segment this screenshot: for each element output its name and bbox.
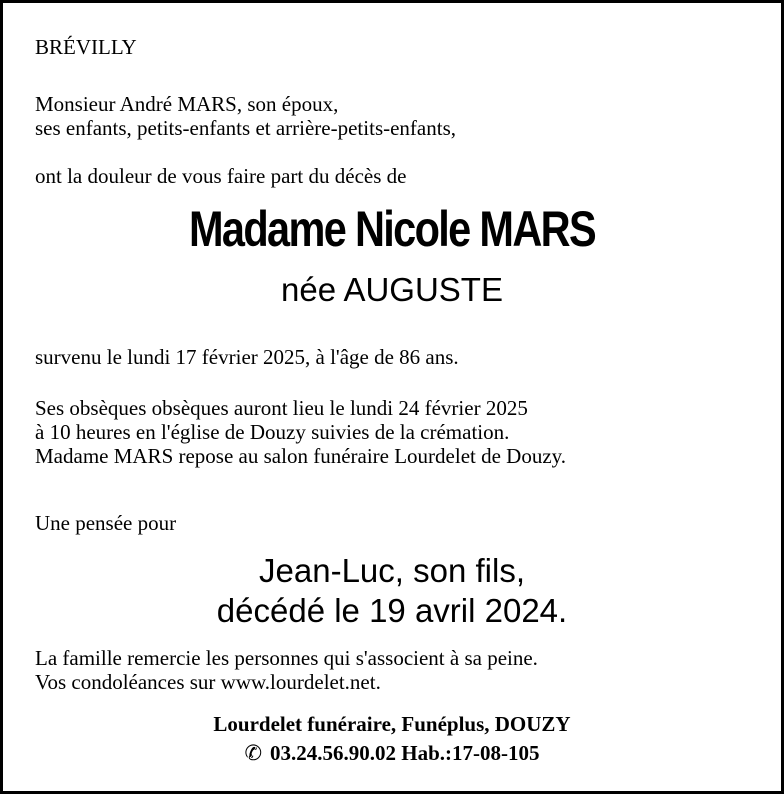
son-line-2: décédé le 19 avril 2024. — [216, 592, 568, 629]
thought-intro: Une pensée pour — [35, 511, 177, 535]
phone-row — [3, 740, 781, 766]
town-heading: BRÉVILLY — [35, 35, 137, 59]
funeral-line-3: Madame MARS repose au salon funéraire Lourdelet de Douzy. — [35, 444, 567, 468]
death-info: survenu le lundi 17 février 2025, à l'âge de 86 ans. — [35, 345, 459, 369]
announcement-intro: ont la douleur de vous faire part du décès de — [35, 164, 407, 188]
thanks-line-1: La famille remercie les personnes qui s'associent à sa peine. — [35, 646, 538, 670]
thanks-line-2: Vos condoléances sur www.lourdelet.net. — [35, 670, 381, 694]
funeral-line-2: à 10 heures en l'église de Douzy suivies de la crémation. — [35, 420, 510, 444]
family-line-1: Monsieur André MARS, son époux, — [35, 92, 339, 116]
funeral-line-1: Ses obsèques obsèques auront lieu le lundi 24 février 2025 — [35, 396, 528, 420]
phone-icon: ✆ — [244, 741, 263, 765]
son-line-1: Jean-Luc, son fils, — [259, 552, 525, 589]
family-line-2: ses enfants, petits-enfants et arrière-petits-enfants, — [35, 116, 456, 140]
maiden-name: née AUGUSTE — [281, 271, 503, 308]
deceased-name: Madame Nicole MARS — [189, 201, 595, 257]
funeral-home-name: Lourdelet funéraire, Funéplus, DOUZY — [213, 712, 571, 736]
phone-info: 03.24.56.90.02 Hab.:17-08-105 — [270, 741, 540, 765]
